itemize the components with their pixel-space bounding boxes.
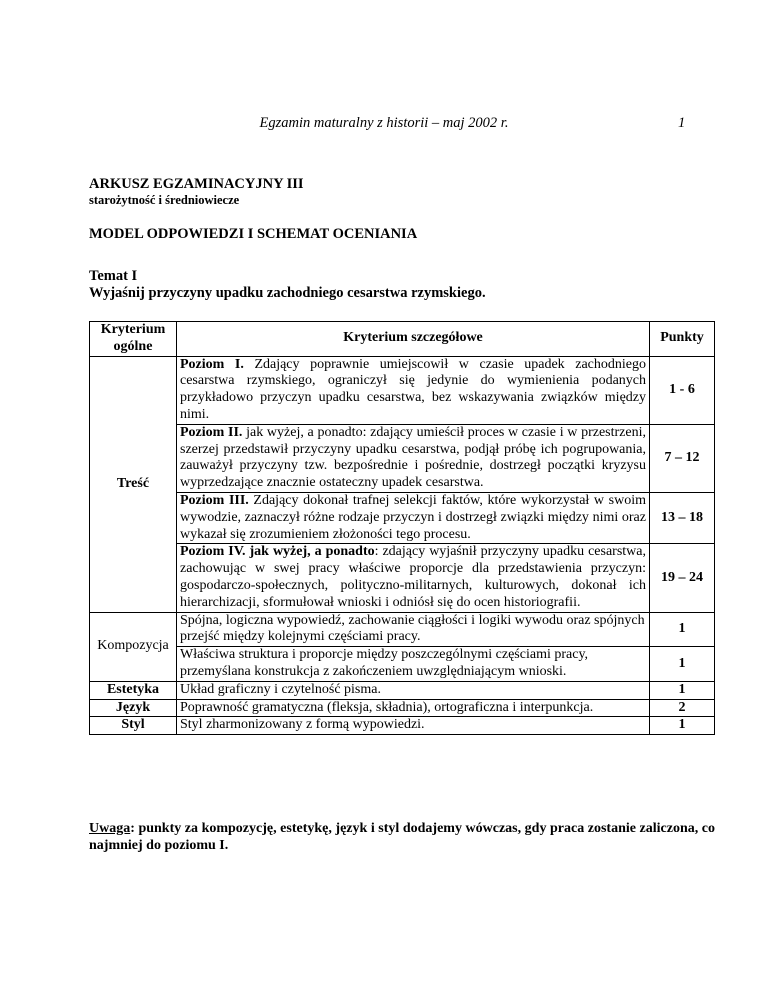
level-1-description (177, 356, 650, 424)
level-4-name: Poziom IV. jak wyżej, a ponadto (180, 544, 375, 560)
note-label: Uwaga (89, 821, 131, 836)
category-composition: Kompozycja (90, 612, 177, 681)
note-text: : punkty za kompozycję, estetykę, język i styl dodajemy wówczas, gdy praca zostanie zaliczona, co najmniej do poziomu I. (89, 821, 715, 853)
level-4-text: : zdający wyjaśnił przyczyny upadku cesarstwa, zachowując w swej pracy właściwe proporcje dla przedstawienia przyczyn: gospodarczo-społecznych, polityczno-militarnych, kulturowych, dokonał ich hierarchizacji, sformułował wnioski i odniósł się do ocen historiografii. (180, 544, 646, 610)
style-points: 1 (650, 717, 715, 735)
level-2-description (177, 424, 650, 492)
scoring-note (89, 820, 715, 854)
level-3-text: Zdający dokonał trafnej selekcji faktów, które wykorzystał w swoim wywodzie, zaznaczył różne rodzaje przyczyn i dostrzegł związki między nimi oraz wykazał się zrozumieniem złożoności tego procesu. (180, 492, 646, 542)
topic-text: Wyjaśnij przyczyny upadku zachodniego cesarstwa rzymskiego. (89, 285, 486, 301)
level-2-points: 7 – 12 (650, 424, 715, 492)
table-row-language (90, 699, 715, 717)
composition-1-points: 1 (650, 612, 715, 647)
table-row-level-4 (90, 544, 715, 612)
topic-label: Temat I (89, 268, 138, 284)
level-3-points: 13 – 18 (650, 492, 715, 543)
table-row-level-3 (90, 492, 715, 543)
sheet-subtitle: starożytność i średniowiecze (89, 193, 240, 207)
model-title: MODEL ODPOWIEDZI I SCHEMAT OCENIANIA (89, 226, 418, 242)
page-header-title: Egzamin maturalny z historii – maj 2002 r. (259, 115, 509, 131)
level-3-name: Poziom III. (180, 492, 249, 508)
category-aesthetics: Estetyka (90, 681, 177, 699)
level-2-name: Poziom II. (180, 424, 243, 440)
category-language: Język (90, 699, 177, 717)
style-description: Styl zharmonizowany z formą wypowiedzi. (177, 717, 650, 735)
header-detailed-criterion: Kryterium szczegółowe (177, 322, 650, 357)
level-1-text: Zdający poprawnie umiejscowił w czasie upadek zachodniego cesarstwa rzymskiego, ograniczył się jedynie do wymienienia podanych przykładowo przyczyn upadku cesarstwa, bez wskazywania związków między nimi. (180, 356, 647, 422)
sheet-title: ARKUSZ EGZAMINACYJNY III (89, 176, 304, 192)
table-row-level-2 (90, 424, 715, 492)
composition-2-points: 1 (650, 647, 715, 682)
aesthetics-description: Układ graficzny i czytelność pisma. (177, 681, 650, 699)
header-general-criterion: Kryterium ogólne (90, 322, 177, 357)
composition-2-description: Właściwa struktura i proporcje między poszczególnymi częściami pracy, przemyślana konstrukcja z zakończeniem uwzględniającym wnioski. (177, 647, 650, 682)
composition-1-description: Spójna, logiczna wypowiedź, zachowanie ciągłości i logiki wywodu oraz spójnych przejść między kolejnymi częściami pracy. (177, 612, 650, 647)
language-points: 2 (650, 699, 715, 717)
table-row-style (90, 717, 715, 735)
table-row-aesthetics (90, 681, 715, 699)
level-3-description (177, 492, 650, 543)
level-2-text: jak wyżej, a ponadto: zdający umieścił proces w czasie i w przestrzeni, szerzej przedstawił przyczyny upadku cesarstwa, podjął próbę ich pogrupowania, zauważył przyczyny tzw. bezpośrednie i pośrednie, dostrzegł początki kryzysu wyprzedzające znacznie ostateczny upadek cesarstwa. (180, 424, 646, 491)
category-style: Styl (90, 717, 177, 735)
page-number: 1 (678, 115, 686, 131)
level-4-description (177, 544, 650, 612)
table-header-row (90, 322, 715, 357)
category-content: Treść (90, 356, 177, 612)
grading-table (89, 321, 715, 735)
table-row-level-1 (90, 356, 715, 424)
table-row-composition-2 (90, 647, 715, 682)
header-points: Punkty (650, 322, 715, 357)
level-1-points: 1 - 6 (650, 356, 715, 424)
level-1-name: Poziom I. (180, 356, 244, 372)
level-4-points: 19 – 24 (650, 544, 715, 612)
table-row-composition-1 (90, 612, 715, 647)
language-description: Poprawność gramatyczna (fleksja, składnia), ortograficzna i interpunkcja. (177, 699, 650, 717)
aesthetics-points: 1 (650, 681, 715, 699)
